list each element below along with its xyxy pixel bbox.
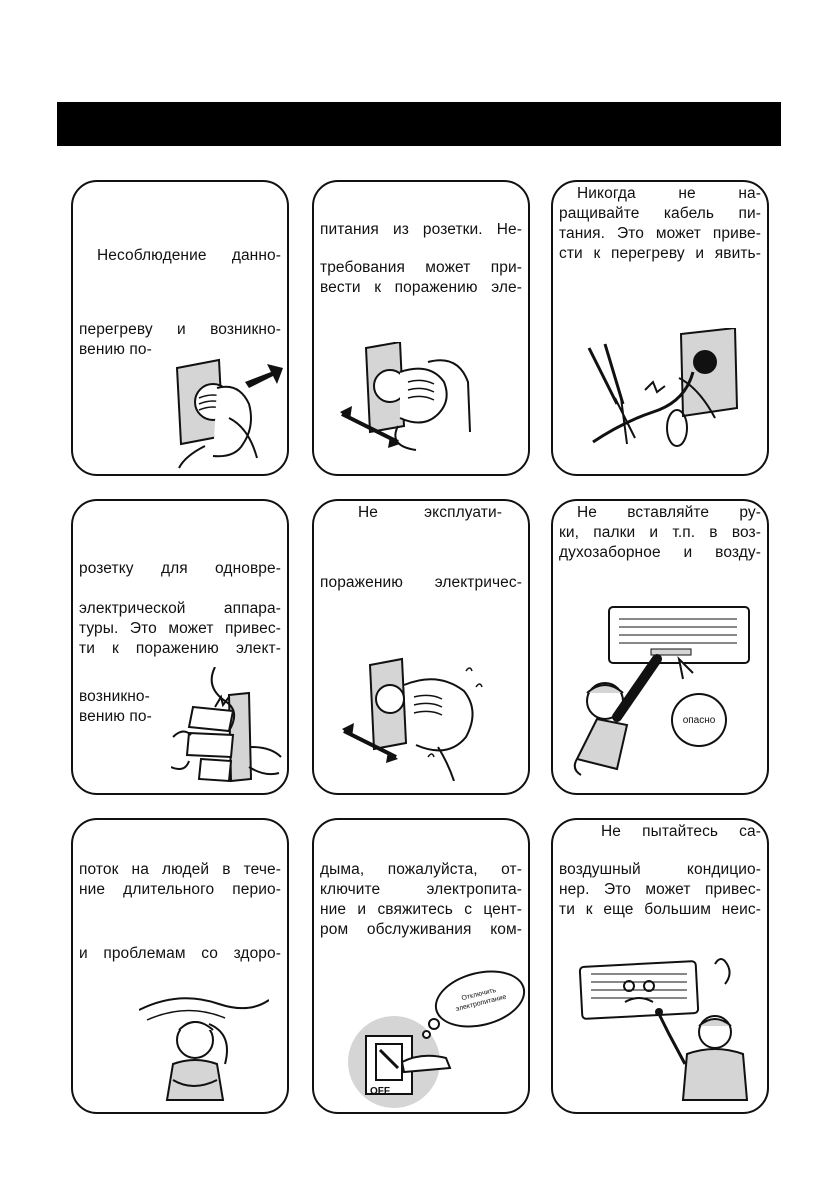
speech-bubble: [671, 693, 727, 747]
card-text-line: ти к еще большим неис-: [559, 901, 761, 918]
warning-card-9: [551, 818, 769, 1114]
warning-card-2: [312, 180, 530, 476]
card-text-line: дыма, пожалуйста, от-: [320, 861, 522, 878]
card-text-line: духозаборное и возду-: [559, 544, 761, 561]
card-text-line: поток на людей в тече-: [79, 861, 281, 878]
card-text-line: воздушный кондицио-: [559, 861, 761, 878]
speech-bubble-text: опасно: [682, 714, 716, 726]
card-text-line: перегреву и возникно-: [79, 321, 281, 338]
overloaded-socket-illustration: [171, 667, 283, 791]
card-text-line: туры. Это может привес-: [79, 620, 281, 637]
card-text-line: поражению электричес-: [320, 574, 522, 591]
warning-card-4: [71, 499, 289, 795]
warning-card-6: [551, 499, 769, 795]
thought-bubble-dot: [428, 1018, 440, 1030]
card-text-line: и проблемам со здоро-: [79, 945, 281, 962]
card-text-line: вению по-: [79, 708, 152, 725]
card-text-line: розетку для одновре-: [79, 560, 281, 577]
power-switch-illustration: [346, 1016, 456, 1110]
warning-card-1: [71, 180, 289, 476]
wet-hands-illustration: [338, 657, 488, 781]
card-text-line: тания. Это может приве-: [559, 225, 761, 242]
card-text-line: вению по-: [79, 341, 152, 358]
card-text-line: сти к перегреву и явить-: [559, 245, 761, 262]
card-text-line: ращивайте кабель пи-: [559, 205, 761, 222]
card-text-line: Несоблюдение данно-: [97, 247, 281, 264]
card-text-line: ние длительного перио-: [79, 881, 281, 898]
card-text-line: требования может при-: [320, 259, 522, 276]
card-text-line: Не вставляйте ру-: [577, 504, 761, 521]
cable-cutting-illustration: [575, 328, 745, 458]
card-text-line: ключите электропита-: [320, 881, 522, 898]
card-text-line: ки, палки и т.п. в воз-: [559, 524, 761, 541]
card-text-line: Никогда не на-: [577, 185, 761, 202]
card-text-line: возникно-: [79, 688, 150, 705]
person-cold-air-illustration: [139, 994, 269, 1106]
plug-insert-illustration: [169, 358, 287, 470]
air-conditioner-hand-illustration: [567, 597, 757, 781]
thought-bubble-dot: [422, 1030, 431, 1039]
card-text-line: ти к поражению элект-: [79, 640, 281, 657]
switch-off-label: OFF: [370, 1086, 390, 1097]
warning-card-5: [312, 499, 530, 795]
thought-bubble-text: Отключить электропитание: [455, 986, 508, 1014]
card-text-line: питания из розетки. Не-: [320, 221, 522, 238]
card-text-line: вести к поражению эле-: [320, 279, 522, 296]
card-text-line: ние и свяжитесь с цент-: [320, 901, 522, 918]
ac-repair-illustration: [575, 954, 751, 1104]
card-text-line: нер. Это может привес-: [559, 881, 761, 898]
warning-card-8: [312, 818, 530, 1114]
card-text-line: электрической аппара-: [79, 600, 281, 617]
card-text-line: Не эксплуати-: [358, 504, 502, 521]
plug-pull-illustration: [338, 342, 478, 454]
card-text-line: ром обслуживания ком-: [320, 921, 522, 938]
warning-card-7: [71, 818, 289, 1114]
section-header-bar: [57, 102, 781, 146]
card-text-line: Не пытайтесь са-: [601, 823, 761, 840]
warning-card-3: [551, 180, 769, 476]
